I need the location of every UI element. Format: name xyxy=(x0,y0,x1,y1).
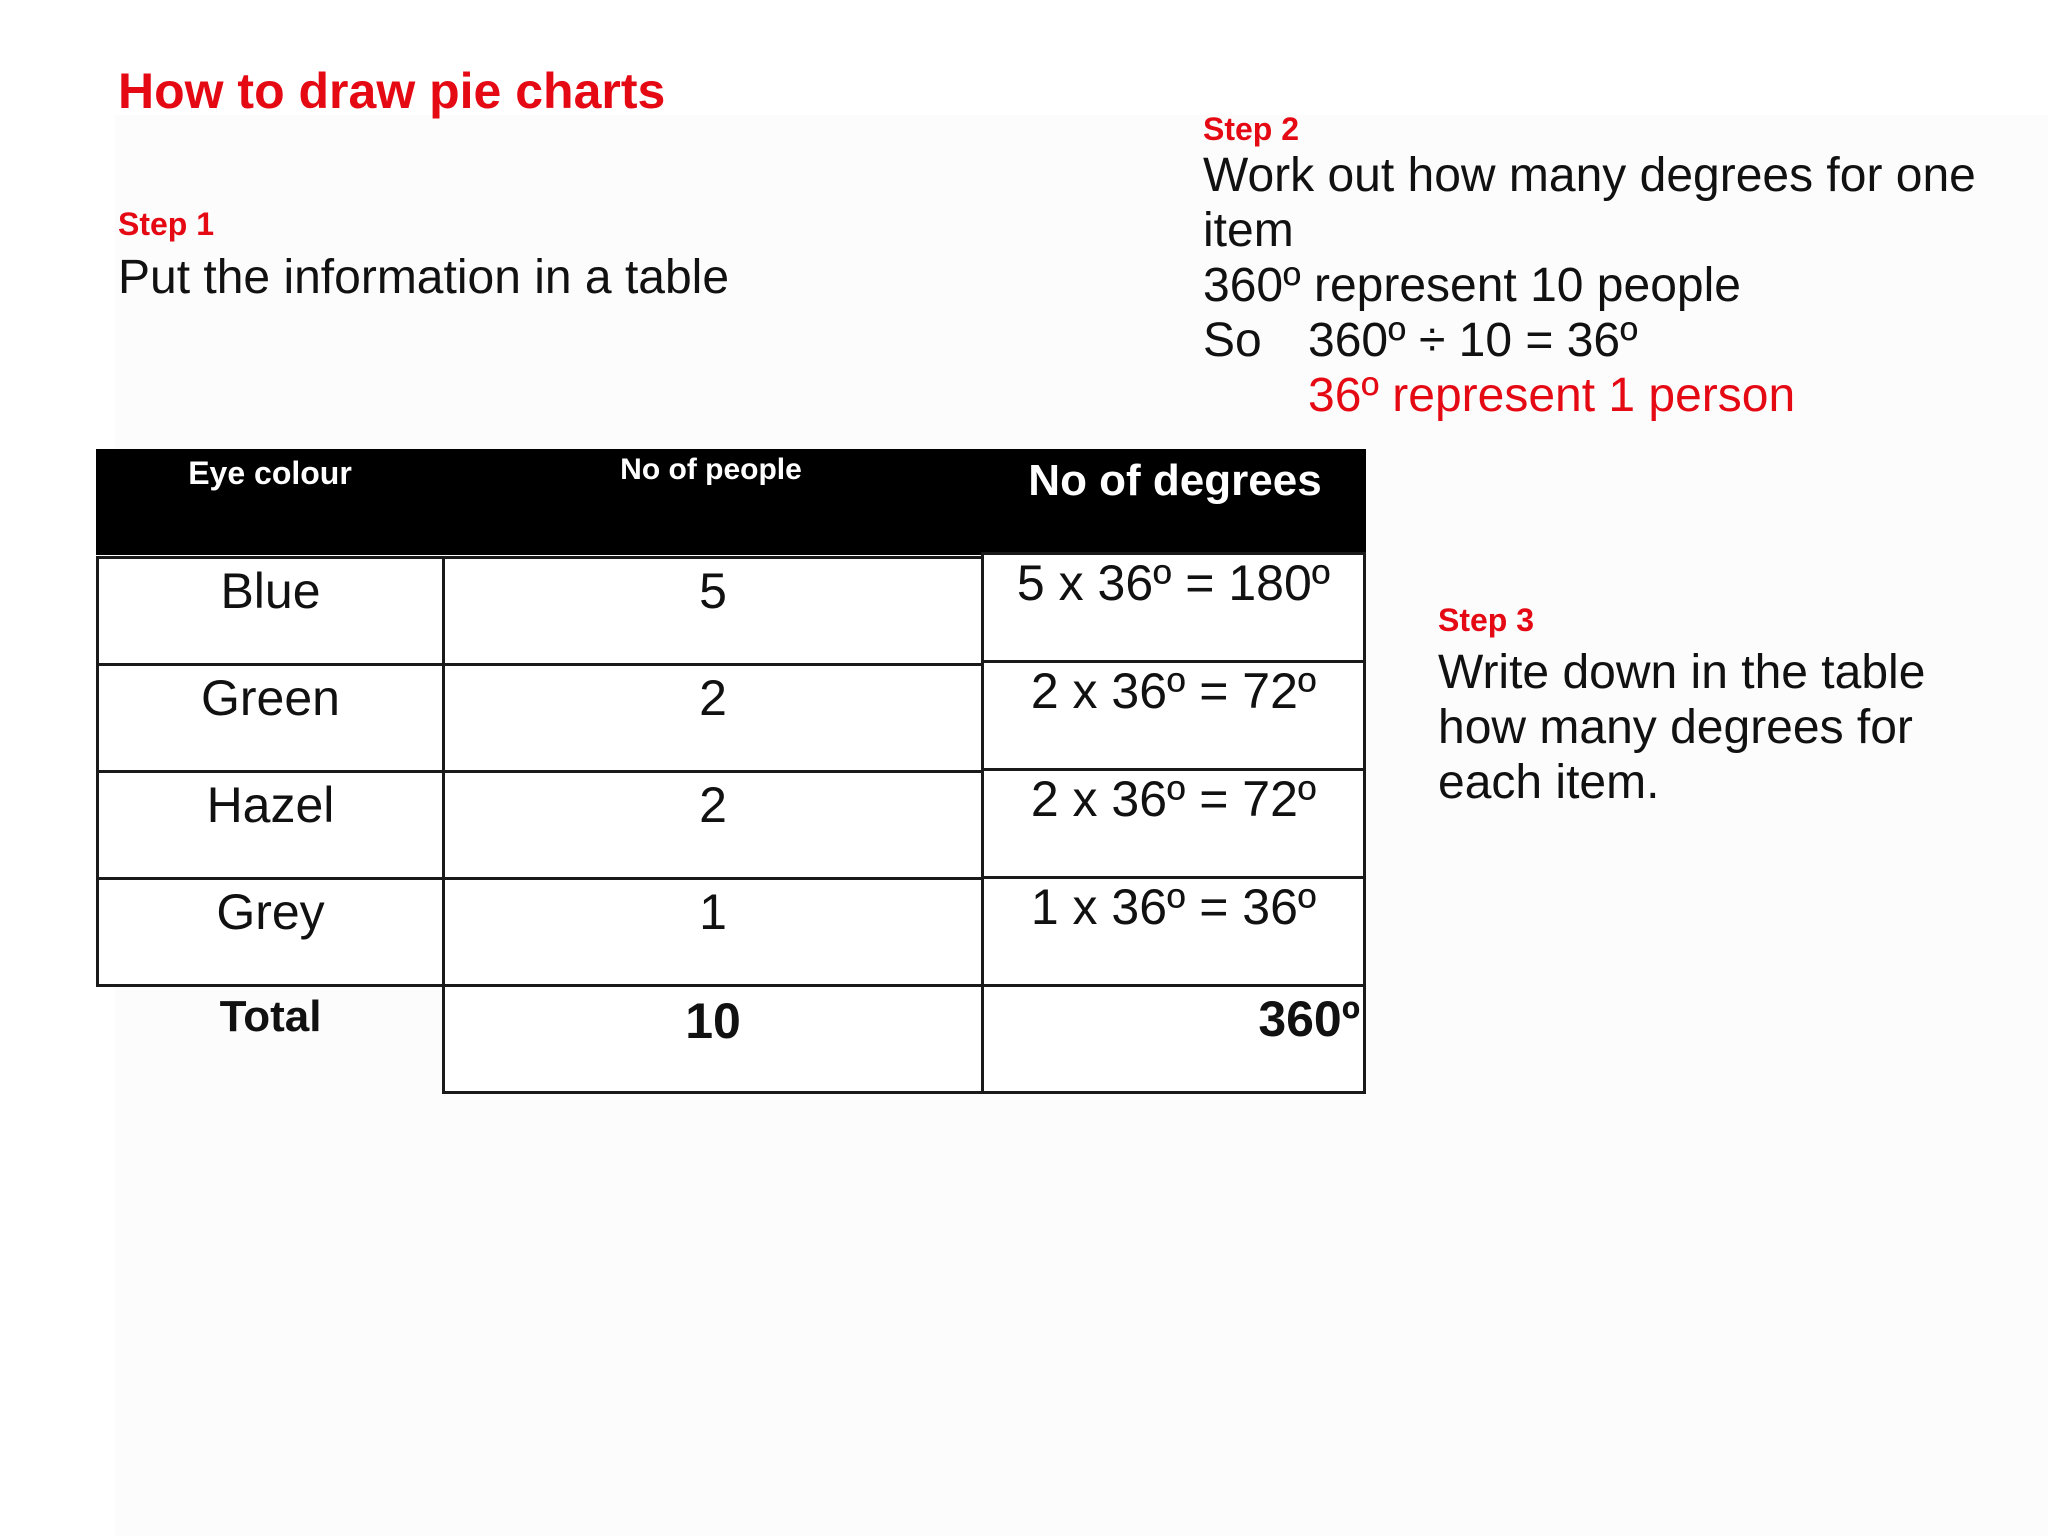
row-people: 1 xyxy=(699,884,727,940)
total-degrees: 360º xyxy=(1258,991,1360,1047)
row-people: 2 xyxy=(699,777,727,833)
header-eye-colour: Eye colour xyxy=(188,455,352,491)
total-label: Total xyxy=(219,992,322,1041)
step3-label: Step 3 xyxy=(1438,602,1535,638)
step1-label: Step 1 xyxy=(118,206,215,242)
row-degrees: 5 x 36º = 180º xyxy=(1016,555,1331,611)
total-people: 10 xyxy=(685,993,741,1049)
step2-result xyxy=(1203,368,1983,423)
step3-text: Write down in the table how many degrees for each item. xyxy=(1438,646,1926,809)
step2-division: 360º ÷ 10 = 36º xyxy=(1308,314,1638,367)
step1-text: Put the information in a table xyxy=(118,251,730,304)
row-colour: Grey xyxy=(216,884,325,940)
row-colour: Hazel xyxy=(206,777,335,833)
step2-line: 360º represent 10 people xyxy=(1203,259,1741,312)
header-no-of-degrees: No of degrees xyxy=(1028,456,1322,505)
row-colour: Green xyxy=(201,670,340,726)
step2-so-label: So xyxy=(1203,314,1262,367)
row-colour: Blue xyxy=(220,563,321,619)
header-no-of-people: No of people xyxy=(620,453,802,486)
row-degrees: 1 x 36º = 36º xyxy=(1030,879,1317,935)
step2-text-block xyxy=(1203,148,1983,423)
step2-calculation xyxy=(1203,313,1983,368)
row-people: 5 xyxy=(699,563,727,619)
step2-label: Step 2 xyxy=(1203,111,1300,147)
step2-line: Work out how many degrees for one xyxy=(1203,149,1976,202)
row-people: 2 xyxy=(699,670,727,726)
page-title: How to draw pie charts xyxy=(118,63,666,119)
row-degrees: 2 x 36º = 72º xyxy=(1030,771,1317,827)
step2-line: item xyxy=(1203,204,1294,257)
step2-result-text: 36º represent 1 person xyxy=(1308,369,1796,422)
row-degrees: 2 x 36º = 72º xyxy=(1030,663,1317,719)
